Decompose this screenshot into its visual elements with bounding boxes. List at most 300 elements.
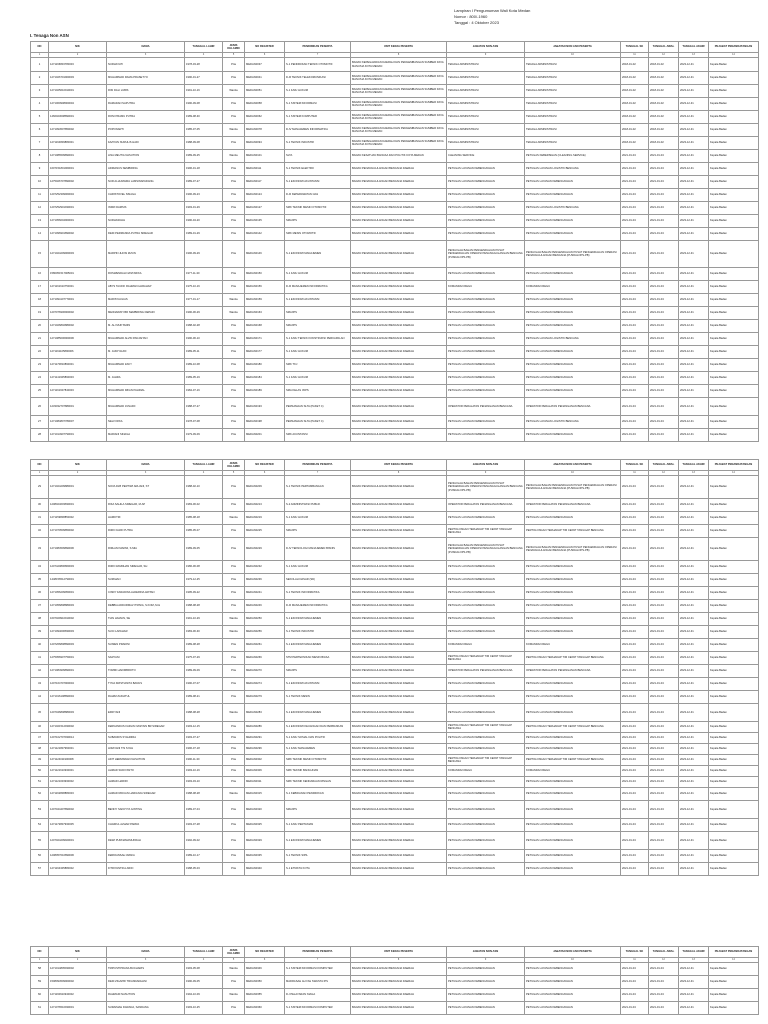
table-cell: 2021-01-04: [649, 268, 679, 281]
table-cell: 50: [31, 766, 49, 777]
table-cell: 3: [31, 85, 49, 98]
table-row: [31, 788, 759, 801]
table-cell: Kepala Badan: [709, 176, 759, 189]
table-cell: 2021-01-04: [649, 863, 679, 876]
table-cell: INDRI DAMSIS: [107, 202, 185, 215]
table-cell: D-IV TEKNOLOGI MANAJEMEN BISNIS: [285, 538, 351, 561]
table-cell: PETUGAS LAYANAN KEBENCANAAN: [525, 587, 621, 600]
table-cell: Pria: [223, 733, 245, 744]
table-cell: 1271021512930002: [49, 722, 107, 733]
table-row: [31, 1002, 759, 1015]
table-cell: STM PERTEKNIKAN MESIN BIASA: [285, 652, 351, 665]
table-cell: 1977-11-30: [185, 268, 223, 281]
table-cell: Pria: [223, 600, 245, 613]
column-header: NO REGISTER: [245, 460, 285, 471]
column-number: 12: [649, 53, 679, 58]
table-cell: PETUGAS LAYANAN KEBENCANAAN: [447, 788, 525, 801]
table-cell: 1993-10-25: [185, 1002, 223, 1015]
table-cell: 2023-12-31: [679, 215, 709, 228]
column-header: TANGGAL LAHIR: [185, 947, 223, 958]
table-cell: 2023-12-31: [679, 241, 709, 268]
table-cell: 2021-01-04: [649, 755, 679, 766]
table-cell: 2021-01-04: [649, 652, 679, 665]
table-cell: 11: [31, 189, 49, 202]
table-cell: 24: [31, 372, 49, 385]
table-cell: MEDAN0325: [245, 819, 285, 832]
table-row: [31, 704, 759, 722]
table-cell: 2021-01-04: [621, 359, 649, 372]
table-cell: PENGOLAH BAHAN PENGENDALIAN PUSAT PENGENDALIAN OPERASI PENANGGULANGAN BENCANA (PUSDALOPS-PB): [447, 241, 525, 268]
table-cell: 2023-12-31: [679, 587, 709, 600]
table-cell: 2023-12-31: [679, 346, 709, 359]
table-cell: BADAN PENANGGULANGAN BENCANA DAERAH: [351, 832, 447, 850]
table-cell: 2023-12-31: [679, 499, 709, 512]
table-row: [31, 359, 759, 372]
table-cell: 2023-12-31: [679, 307, 709, 320]
column-header: UNIT KERJA PESERTA: [351, 42, 447, 53]
table-cell: Wanita: [223, 989, 245, 1002]
table-cell: 2021-01-04: [621, 215, 649, 228]
table-cell: 1985-05-07: [185, 525, 223, 538]
table-cell: Kepala Badan: [709, 832, 759, 850]
table-cell: 2023-12-31: [679, 850, 709, 863]
table-cell: 51: [31, 777, 49, 788]
table-cell: Pria: [223, 863, 245, 876]
table-cell: Pria: [223, 58, 245, 72]
table-cell: PETUGAS LAYANAN KEBENCANAAN: [525, 359, 621, 372]
column-number: 1: [31, 53, 49, 58]
column-number: 7: [285, 958, 351, 963]
table-cell: Pria: [223, 320, 245, 333]
table-cell: 2023-12-31: [679, 755, 709, 766]
table-cell: DEBBIA ADDURMALYTRISIA, S.KOM.,M.H: [107, 600, 185, 613]
table-row: [31, 863, 759, 876]
column-number: 6: [245, 958, 285, 963]
column-number: 11: [621, 471, 649, 476]
table-cell: 1275056907750001: [49, 652, 107, 665]
table-cell: D-III MANAJEMEN INFORMATIKA: [285, 600, 351, 613]
table-cell: BADAN KEPEGAWAIAN DAERAH DAN PENGEMBANGAN SUMBER DAYA MANUSIA KOTA MEDAN: [351, 137, 447, 150]
table-cell: 2021-01-04: [621, 665, 649, 678]
table-cell: 45: [31, 704, 49, 722]
table-cell: 2021-01-04: [621, 538, 649, 561]
table-cell: PETUGAS LAYANAN KEBENCANAAN: [525, 512, 621, 525]
table-cell: 2023-12-31: [679, 976, 709, 989]
table-cell: SMK TKJ: [285, 359, 351, 372]
table-cell: 55: [31, 832, 49, 850]
table-cell: 1271076510930001: [49, 1002, 107, 1015]
table-cell: 2023-12-31: [679, 476, 709, 499]
table-cell: BADAN PENANGGULANGAN BENCANA DAERAH: [351, 665, 447, 678]
table-cell: BADAN PENANGGULANGAN BENCANA DAERAH: [351, 416, 447, 429]
table-cell: Kepala Badan: [709, 385, 759, 398]
table-cell: 1990-09-08: [185, 98, 223, 111]
table-cell: Pria: [223, 111, 245, 124]
table-cell: MEDAN0270: [245, 665, 285, 678]
table-cell: 2021-01-04: [649, 691, 679, 704]
table-cell: 2023-12-31: [679, 788, 709, 801]
table-cell: PERTOLONGAN TERHADAP TIM CEPAT TANGGAP BENCANA: [525, 722, 621, 733]
table-cell: BADAN PENANGGULANGAN BENCANA DAERAH: [351, 777, 447, 788]
table-cell: 2021-01-04: [621, 801, 649, 819]
table-cell: 1207164707900004: [49, 678, 107, 691]
table-cell: 2021-01-04: [621, 678, 649, 691]
table-cell: CLEANING SERVICE: [447, 150, 525, 163]
column-number: 2: [49, 471, 107, 476]
table-cell: Pria: [223, 359, 245, 372]
table-cell: S-1 SISTEM KOMPUTER: [285, 111, 351, 124]
table-cell: 1207266808890003: [49, 639, 107, 652]
table-cell: Kepala Badan: [709, 744, 759, 755]
table-cell: 52: [31, 788, 49, 801]
table-cell: 1993-07-28: [185, 819, 223, 832]
table-cell: PETUGAS LAYANAN KEBENCANAAN: [525, 228, 621, 241]
table-cell: SMK MESIN OTOMOTIF: [285, 228, 351, 241]
table-cell: Kepala Badan: [709, 202, 759, 215]
table-cell: 2023-12-31: [679, 652, 709, 665]
table-cell: 1271084509890006: [49, 538, 107, 561]
table-cell: Pria: [223, 691, 245, 704]
table-cell: 37: [31, 600, 49, 613]
table-cell: 36: [31, 587, 49, 600]
table-cell: 1993-07-27: [185, 733, 223, 744]
table-cell: PETUGAS LAYANAN KEBENCANAAN: [447, 307, 525, 320]
table-cell: TENAGA ADMINISTRASI: [525, 58, 621, 72]
column-header: TANGGAL SK: [621, 460, 649, 471]
table-cell: PETUGAS LAYANAN KEBENCANAAN: [525, 704, 621, 722]
table-cell: Pria: [223, 398, 245, 416]
table-cell: RIZKI RAMDHAN SIREGAR, SH: [107, 561, 185, 574]
table-cell: PETUGAS LAYANAN KEBENCANAAN: [525, 678, 621, 691]
table-cell: 29: [31, 476, 49, 499]
table-row: [31, 678, 759, 691]
table-row: [31, 512, 759, 525]
table-cell: 2021-01-04: [621, 268, 649, 281]
table-cell: RIZKI FAJRI PUTRA: [107, 525, 185, 538]
table-cell: TRIPUSTIPRANA BUCHARIS: [107, 963, 185, 976]
table-row: [31, 85, 759, 98]
table-cell: MEDAN0124: [245, 189, 285, 202]
table-row: [31, 72, 759, 85]
table-cell: BADAN PENANGGULANGAN BENCANA DAERAH: [351, 202, 447, 215]
table-cell: 2018-01-02: [649, 137, 679, 150]
table-cell: PETUGAS LAYANAN KEBENCANAAN: [525, 850, 621, 863]
table-cell: SMA/IPS: [285, 525, 351, 538]
table-cell: 2021-01-04: [621, 704, 649, 722]
table-cell: S-1 ILMU HUKUM: [285, 372, 351, 385]
table-cell: Kepala Badan: [709, 333, 759, 346]
table-cell: PETUGAS LAYANAN KEBENCANAAN: [525, 215, 621, 228]
table-cell: PETUGAS LAYANAN KEBENCANAAN: [525, 963, 621, 976]
table-cell: 1986-06-08: [185, 561, 223, 574]
table-cell: 1989-09-05: [185, 538, 223, 561]
table-cell: MEDAN0306: [245, 766, 285, 777]
table-cell: 2023-12-31: [679, 989, 709, 1002]
table-cell: Wanita: [223, 85, 245, 98]
table-cell: MEDAN0335: [245, 850, 285, 863]
table-cell: TENAGA ADMINISTRASI: [447, 137, 525, 150]
table-cell: 1207044407890002: [49, 801, 107, 819]
table-cell: Kepala Badan: [709, 766, 759, 777]
table-cell: 2021-01-04: [621, 228, 649, 241]
column-header: NIK: [49, 947, 107, 958]
table-cell: SEKOLAH DASAR (SD): [285, 574, 351, 587]
table-cell: BADAN PENANGGULANGAN BENCANA DAERAH: [351, 320, 447, 333]
table-cell: 1271161607840003: [49, 385, 107, 398]
table-cell: MEDAN0232: [245, 561, 285, 574]
table-cell: 2018-01-02: [649, 72, 679, 85]
table-cell: 1989-05-11: [185, 346, 223, 359]
table-cell: 2023-12-31: [679, 963, 709, 976]
table-row: [31, 744, 759, 755]
column-number: 3: [107, 471, 185, 476]
table-cell: 2021-01-04: [621, 176, 649, 189]
table-cell: 2021-01-04: [649, 665, 679, 678]
table-cell: PETUGAS LAYANAN KEBENCANAAN: [447, 963, 525, 976]
table-cell: PETUGAS LAYANAN KEBENCANAAN: [525, 574, 621, 587]
column-number: 1: [31, 958, 49, 963]
table-cell: 2021-01-04: [649, 574, 679, 587]
table-cell: MEDAN0346: [245, 963, 285, 976]
table-cell: 46: [31, 722, 49, 733]
table-cell: BADAN PENANGGULANGAN BENCANA DAERAH: [351, 307, 447, 320]
table-cell: Kepala Badan: [709, 294, 759, 307]
column-header: JABATAN NON ASN PESERTA: [525, 947, 621, 958]
table-cell: Pria: [223, 639, 245, 652]
column-header: PEJABAT PENANDATANGAN: [709, 947, 759, 958]
table-cell: BADAN KEPEGAWAIAN DAERAH DAN PENGEMBANGAN SUMBER DAYA MANUSIA KOTA MEDAN: [351, 124, 447, 137]
table-cell: BADAN PENANGGULANGAN BENCANA DAERAH: [351, 359, 447, 372]
table-cell: 1271166803780003: [49, 58, 107, 72]
table-cell: PETUGAS LAYANAN KEBENCANAAN: [447, 189, 525, 202]
table-cell: 2023-12-31: [679, 429, 709, 442]
table-cell: 2021-01-04: [649, 307, 679, 320]
table-cell: 2023-12-31: [679, 268, 709, 281]
table-cell: 1989-08-30: [185, 111, 223, 124]
table-cell: 1994-10-09: [185, 989, 223, 1002]
table-cell: 1508094509900002: [49, 976, 107, 989]
table-cell: LINA MEUTIA NASUTION: [107, 150, 185, 163]
column-header: NIK: [49, 460, 107, 471]
table-cell: SURAIMAH DARANA, SANDANA: [107, 1002, 185, 1015]
table-cell: 2021-01-04: [649, 416, 679, 429]
table-cell: Pria: [223, 1002, 245, 1015]
table-cell: SUNIEN PRADINI: [107, 639, 185, 652]
table-cell: 2021-01-04: [621, 372, 649, 385]
column-header: PENDIDIKAN PESERTA: [285, 460, 351, 471]
table-cell: PETUGAS LAYANAN KEBENCANAAN: [447, 215, 525, 228]
table-cell: 2021-01-04: [649, 989, 679, 1002]
table-cell: 1989-07-27: [185, 176, 223, 189]
table-cell: MEDAN0159: [245, 294, 285, 307]
table-cell: Wanita: [223, 704, 245, 722]
table-cell: PETUGAS LAYANAN KEBENCANAAN: [447, 385, 525, 398]
table-cell: SLTA: [285, 150, 351, 163]
table-cell: 1271121610930001: [49, 766, 107, 777]
table-row: [31, 333, 759, 346]
table-cell: HIDAYANI TIS SYAH: [107, 744, 185, 755]
table-cell: PERTOLONGAN TERHADAP TIM CEPAT TANGGAP BENCANA: [525, 525, 621, 538]
table-cell: PETUGAS LAYANAN KEBENCANAAN: [447, 850, 525, 863]
table-row: [31, 777, 759, 788]
column-number: 9: [447, 471, 525, 476]
table-cell: MEDAN0201: [245, 429, 285, 442]
table-cell: 2021-01-04: [649, 512, 679, 525]
column-number: 8: [351, 53, 447, 58]
table-cell: 1991-10-16: [185, 85, 223, 98]
table-cell: S-1 EKONOMI MANAJEMEN: [285, 639, 351, 652]
table-cell: BADAN KEPEGAWAIAN DAERAH DAN PENGEMBANGAN SUMBER DAYA MANUSIA KOTA MEDAN: [351, 58, 447, 72]
table-cell: 2023-12-31: [679, 574, 709, 587]
table-cell: Wanita: [223, 626, 245, 639]
table-cell: 1988-08-28: [185, 600, 223, 613]
table-cell: Pria: [223, 678, 245, 691]
table-cell: BADAN PENANGGULANGAN BENCANA DAERAH: [351, 963, 447, 976]
table-cell: Kepala Badan: [709, 124, 759, 137]
table-cell: 1979-09-09: [185, 429, 223, 442]
table-cell: 1990-07-07: [185, 678, 223, 691]
table-cell: 2021-01-04: [621, 976, 649, 989]
table-cell: BADAN PENANGGULANGAN BENCANA DAERAH: [351, 429, 447, 442]
table-cell: 1466023008890001: [49, 111, 107, 124]
table-cell: MEDAN0094: [245, 137, 285, 150]
table-cell: S-1 TEKNIK PERTAMBANGAN: [285, 476, 351, 499]
table-cell: 2018-01-02: [621, 137, 649, 150]
table-row: [31, 963, 759, 976]
table-cell: 2021-01-04: [649, 704, 679, 722]
table-cell: MEDAN0171: [245, 333, 285, 346]
column-number: 4: [185, 471, 223, 476]
table-cell: 2021-01-04: [649, 228, 679, 241]
table-cell: 2023-12-31: [679, 704, 709, 722]
table-cell: 4: [31, 98, 49, 111]
table-cell: KOMANDAN REGU: [447, 639, 525, 652]
table-cell: MEDAN0051: [245, 85, 285, 98]
table-cell: 1271121807960001: [49, 744, 107, 755]
table-cell: PETUGAS LAYANAN KEBENCANAAN: [525, 561, 621, 574]
table-cell: Kepala Badan: [709, 777, 759, 788]
table-cell: 2021-01-04: [649, 733, 679, 744]
table-cell: 2021-01-04: [621, 499, 649, 512]
table-cell: Pria: [223, 476, 245, 499]
table-cell: MEDAN0101: [245, 150, 285, 163]
tanggal-line: Tanggal : 4 Oktober 2023: [454, 20, 499, 26]
table-cell: 1989-08-21: [185, 691, 223, 704]
table-row: [31, 268, 759, 281]
column-number: 13: [679, 53, 709, 58]
table-row: [31, 294, 759, 307]
table-cell: 1271172807930005: [49, 819, 107, 832]
table-cell: BADAN KEPEGAWAIAN DAERAH DAN PENGEMBANGAN SUMBER DAYA MANUSIA KOTA MEDAN: [351, 111, 447, 124]
column-number: 1: [31, 471, 49, 476]
table-cell: BADAN PENANGGULANGAN BENCANA DAERAH: [351, 733, 447, 744]
table-cell: NOVA DWI PERTIWI ARLIANI, ST: [107, 476, 185, 499]
table-cell: SMK TEKNIK MESIN OTOMOTIF: [285, 202, 351, 215]
table-cell: 2021-01-04: [649, 525, 679, 538]
table-cell: S-1 TEKNIK MESIN: [285, 691, 351, 704]
table-cell: 2021-01-04: [621, 476, 649, 499]
table-cell: 2021-01-04: [649, 626, 679, 639]
table-cell: 2021-01-04: [649, 359, 679, 372]
table-cell: Kepala Badan: [709, 215, 759, 228]
table-cell: MEDAN0302: [245, 755, 285, 766]
table-cell: 1271096901890002: [49, 228, 107, 241]
table-row: [31, 202, 759, 215]
table-cell: RIKA SAHILA SIREGAR, M.AP: [107, 499, 185, 512]
table-cell: 1271014907790001: [49, 429, 107, 442]
column-header: TANGGAL LAHIR: [185, 42, 223, 53]
table-cell: 41: [31, 652, 49, 665]
table-cell: 2018-01-02: [649, 58, 679, 72]
table-cell: Kepala Badan: [709, 678, 759, 691]
table-cell: 2021-01-04: [649, 476, 679, 499]
table-cell: SMA/IPS: [285, 665, 351, 678]
table-cell: 2021-01-04: [621, 429, 649, 442]
table-cell: 2023-12-31: [679, 777, 709, 788]
table-cell: BENNY SAKDYTA GINTING: [107, 801, 185, 819]
table-cell: M. JAHRA: [107, 372, 185, 385]
table-cell: Kepala Badan: [709, 733, 759, 744]
table-cell: 1271170810890001: [49, 359, 107, 372]
table-cell: PETUGAS LAYANAN KEBENCANAAN: [447, 268, 525, 281]
column-header: PEJABAT PENANDATANGAN: [709, 42, 759, 53]
table-cell: 2021-01-04: [649, 561, 679, 574]
table-cell: 35: [31, 574, 49, 587]
table-cell: 1988-07-27: [185, 398, 223, 416]
table-cell: 1993-12-15: [185, 722, 223, 733]
table-cell: 2021-01-04: [621, 281, 649, 294]
table-cell: PETUGAS LAYANAN KEBENCANAAN: [447, 202, 525, 215]
table-cell: 2023-12-31: [679, 639, 709, 652]
table-cell: 2021-01-04: [621, 202, 649, 215]
table-cell: CHRISTOVEL SINAGA: [107, 189, 185, 202]
table-cell: 1995-09-22: [185, 587, 223, 600]
table-cell: 1271056808880003: [49, 600, 107, 613]
table-cell: Kepala Badan: [709, 499, 759, 512]
table-cell: Kepala Badan: [709, 398, 759, 416]
table-cell: 2018-01-02: [649, 124, 679, 137]
table-cell: 1989-10-08: [185, 359, 223, 372]
table-cell: BADAN PENANGGULANGAN BENCANA DAERAH: [351, 476, 447, 499]
table-cell: 2021-01-04: [621, 587, 649, 600]
table-cell: Wanita: [223, 124, 245, 137]
table-cell: PETUGAS LAYANAN KEBENCANAAN: [525, 863, 621, 876]
table-row: [31, 626, 759, 639]
column-header: NO: [31, 460, 49, 471]
table-cell: 1271094507850002: [49, 124, 107, 137]
table-cell: MEDAN0135: [245, 215, 285, 228]
table-cell: 2021-01-04: [649, 639, 679, 652]
table-row: [31, 525, 759, 538]
table-cell: MEDAN0350: [245, 976, 285, 989]
table-cell: Wanita: [223, 613, 245, 626]
table-cell: Kepala Badan: [709, 626, 759, 639]
table-cell: S-1 EKONOMI MANAJEMEN: [285, 613, 351, 626]
column-header: NAMA: [107, 42, 185, 53]
table-cell: 2021-01-04: [649, 613, 679, 626]
column-number: 12: [649, 958, 679, 963]
table-cell: SMA/IPS: [285, 801, 351, 819]
table-cell: 16: [31, 268, 49, 281]
table-cell: Kepala Badan: [709, 241, 759, 268]
lampiran-line: Lampiran I Pengumuman Wali Kota Medan: [454, 8, 531, 13]
table-row: [31, 346, 759, 359]
table-cell: MEDAN0189: [245, 385, 285, 398]
table-cell: S-1 ILMU HUKUM: [285, 85, 351, 98]
column-number: 10: [525, 958, 621, 963]
table-cell: MEDAN0283: [245, 704, 285, 722]
table-cell: 1207076906900002: [49, 307, 107, 320]
